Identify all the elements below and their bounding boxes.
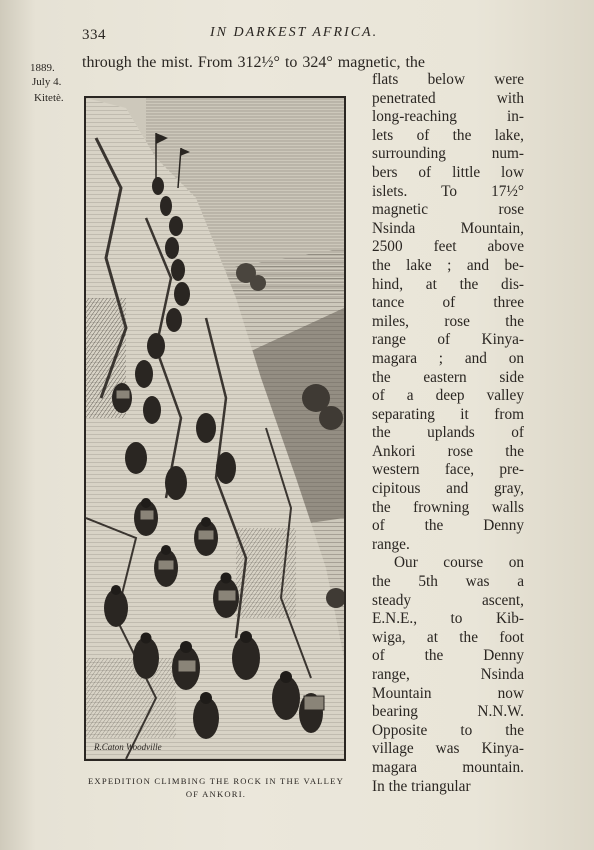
running-title: IN DARKEST AFRICA. — [210, 25, 379, 40]
text-line: of the Denny — [372, 647, 524, 665]
illustration-caption — [70, 775, 362, 801]
text-line: magara mountain. — [372, 758, 524, 776]
text-column — [372, 71, 524, 796]
text-line: surrounding num- — [372, 145, 524, 163]
text-line: Mountain now — [372, 684, 524, 702]
text-line: penetrated with — [372, 89, 524, 107]
text-line: E.N.E., to Kib- — [372, 610, 524, 628]
margin-note-place: Kitetè. — [34, 92, 64, 104]
text-line: hind, at the dis- — [372, 275, 524, 293]
text-line: Nsinda Mountain, — [372, 219, 524, 237]
text-line: miles, rose the — [372, 312, 524, 330]
text-line: Our course on — [394, 554, 524, 572]
page-number: 334 — [82, 27, 106, 43]
margin-note-year: 1889. — [30, 62, 55, 74]
text-line: range of Kinya- — [372, 331, 524, 349]
text-line: flats below were — [372, 71, 524, 88]
text-line: western face, pre- — [372, 461, 524, 479]
caption-line-1: EXPEDITION CLIMBING THE ROCK IN THE VALLEY — [87, 776, 344, 786]
text-line: range, Nsinda — [372, 666, 524, 683]
text-line: long-reaching in- — [372, 108, 524, 126]
text-line: cipitous and gray, — [372, 480, 524, 498]
text-line: islets. To 17½° — [372, 182, 524, 200]
text-line: the 5th was a — [372, 573, 524, 591]
text-line: the uplands of — [372, 424, 524, 442]
text-line: bers of little low — [372, 163, 524, 181]
engraving-image — [86, 98, 344, 759]
text-line: Opposite to the — [372, 721, 524, 739]
text-line: 2500 feet above — [372, 238, 524, 256]
text-line: lets of the lake, — [372, 126, 524, 144]
margin-note-date: July 4. — [32, 76, 62, 88]
body-first-line: through the mist. From 312½° to 324° magnetic, the — [82, 54, 425, 71]
text-line: In the triangular — [372, 777, 471, 795]
text-line: village was Kinya- — [372, 740, 524, 758]
text-line: bearing N.N.W. — [372, 703, 524, 721]
caption-line-2: OF ANKORI. — [185, 789, 247, 799]
text-line: the frowning walls — [372, 498, 524, 516]
text-line: the eastern side — [372, 368, 524, 386]
text-line: of a deep valley — [372, 387, 524, 405]
engraving-illustration — [84, 96, 346, 761]
text-line: of the Denny — [372, 517, 524, 535]
artist-signature: R.Caton Woodville — [94, 742, 162, 752]
text-line: separating it from — [372, 405, 524, 423]
text-line: magnetic rose — [372, 201, 524, 219]
text-line: wiga, at the foot — [372, 628, 524, 646]
text-line: the lake ; and be- — [372, 256, 524, 274]
text-line: range. — [372, 535, 410, 553]
text-line: steady ascent, — [372, 591, 524, 609]
text-line: tance of three — [372, 294, 524, 312]
text-line: Ankori rose the — [372, 442, 524, 460]
text-line: magara ; and on — [372, 349, 524, 367]
